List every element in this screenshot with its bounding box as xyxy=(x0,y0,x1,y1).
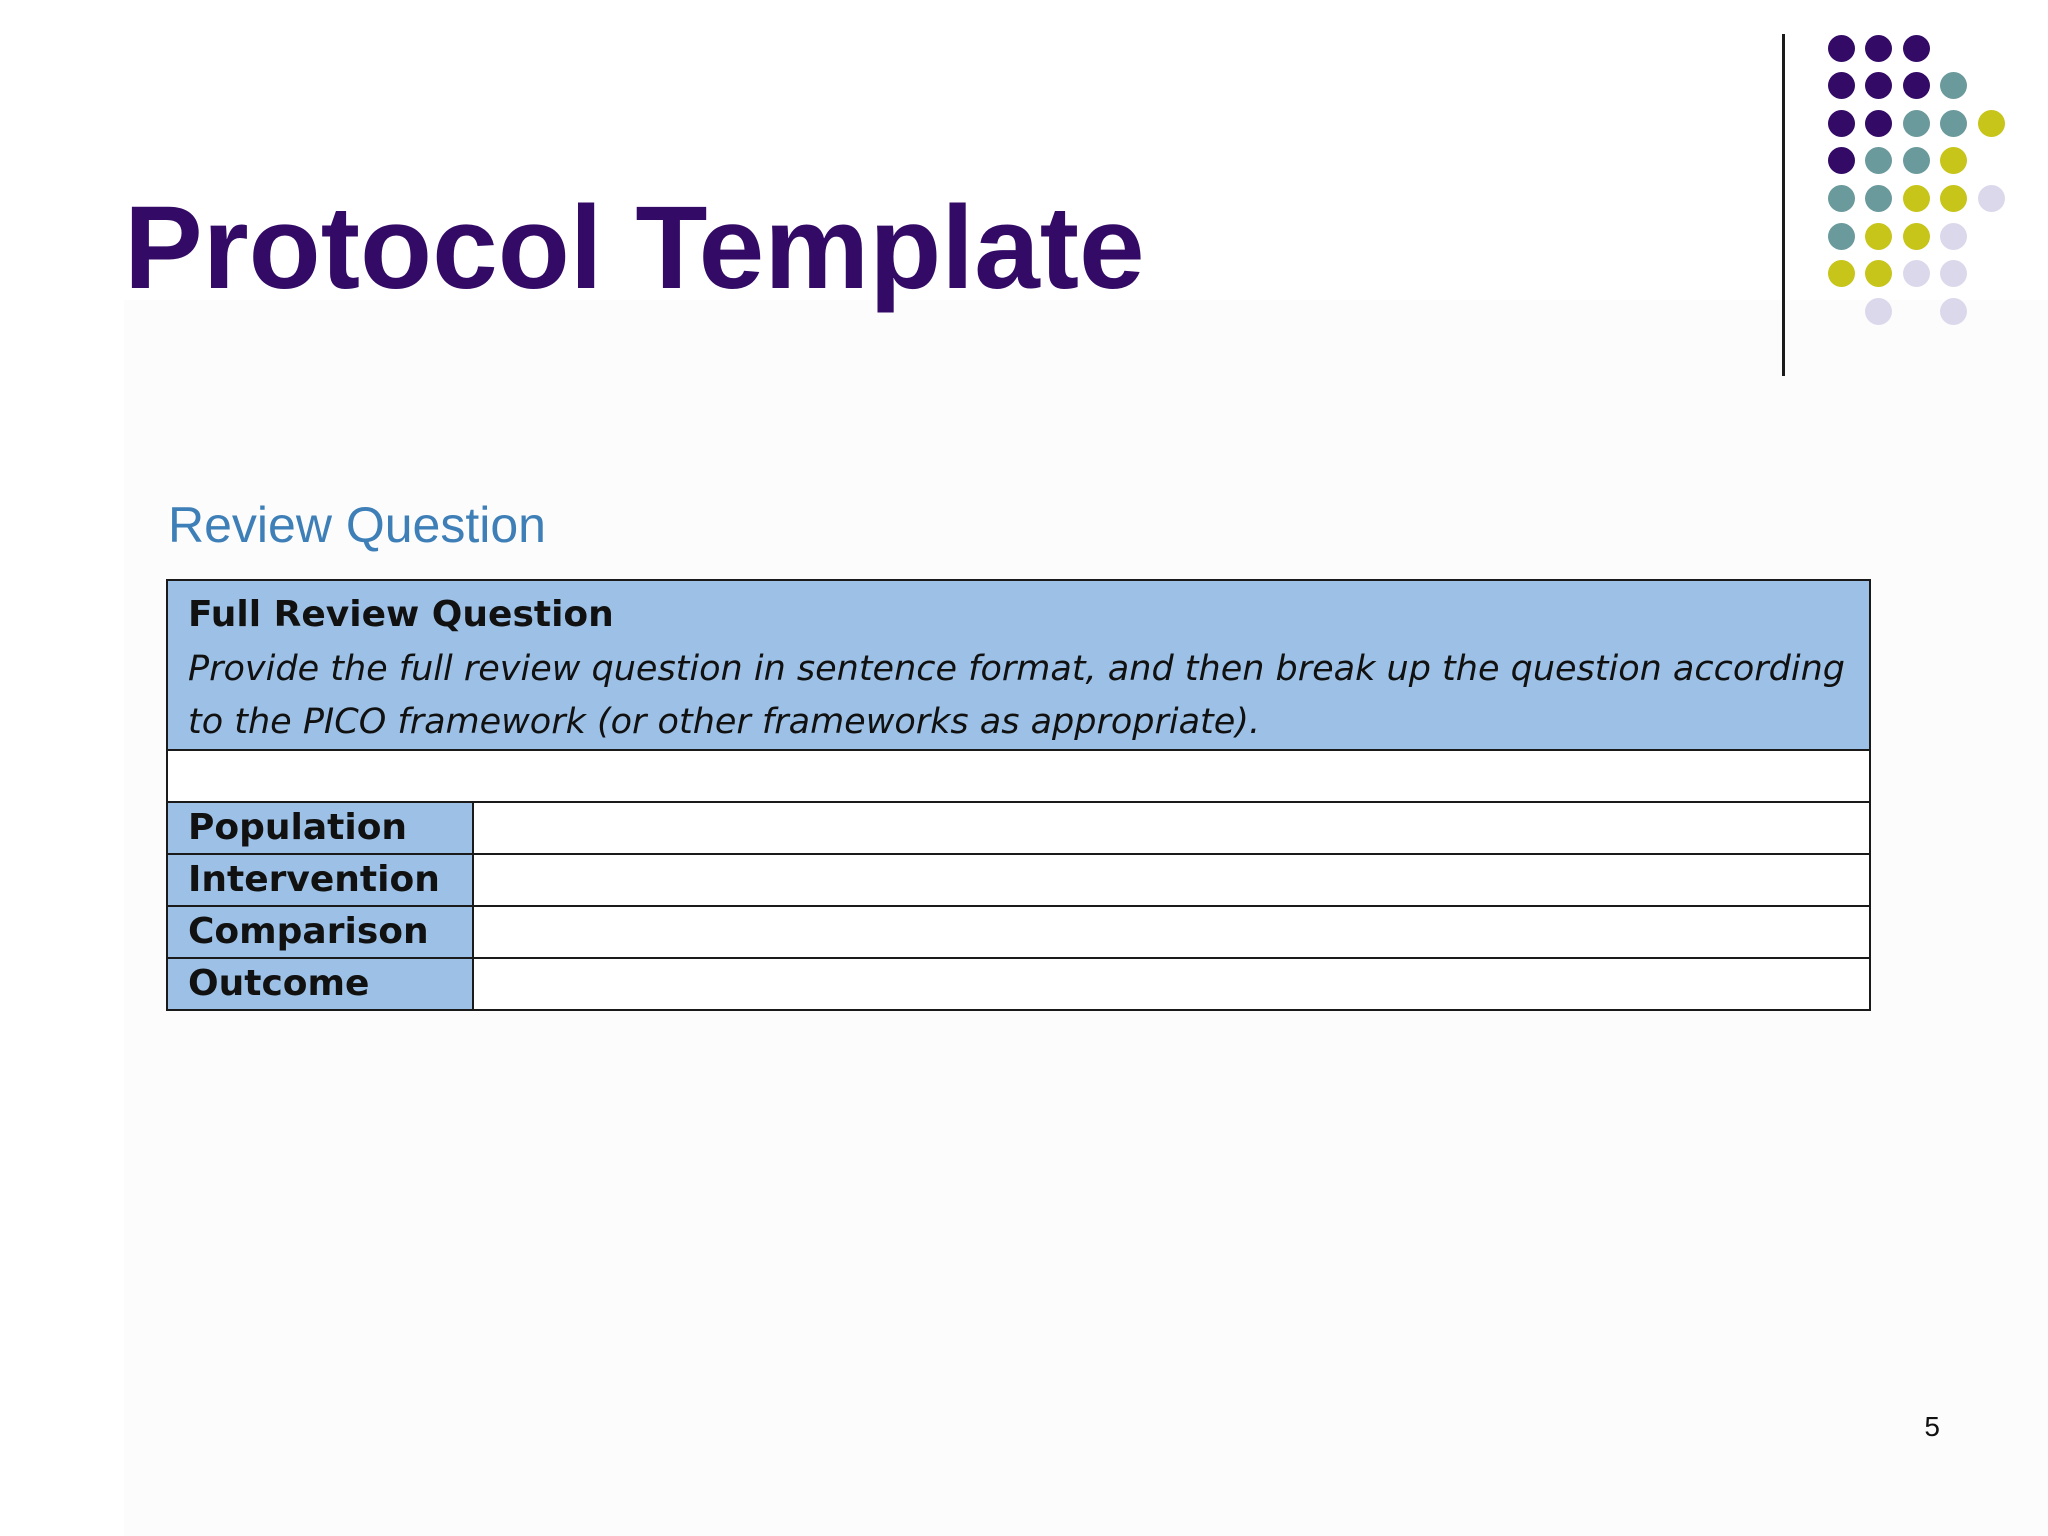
section-heading: Review Question xyxy=(168,497,546,553)
decorative-dot xyxy=(1940,147,1967,174)
row-value-population xyxy=(473,802,1870,854)
decorative-dot xyxy=(1865,185,1892,212)
decorative-dot xyxy=(1940,298,1967,325)
full-review-question-answer-cell xyxy=(167,750,1870,802)
decorative-dot xyxy=(1828,223,1855,250)
decorative-dot xyxy=(1865,298,1892,325)
decorative-dot xyxy=(1828,72,1855,99)
full-review-question-title: Full Review Question xyxy=(188,594,614,635)
decorative-dot xyxy=(1828,185,1855,212)
table-row-comparison xyxy=(167,906,1870,958)
decorative-dot xyxy=(1828,147,1855,174)
decorative-dot xyxy=(1940,72,1967,99)
row-label-comparison: Comparison xyxy=(167,906,473,958)
decorative-dot xyxy=(1903,185,1930,212)
decorative-dot xyxy=(1828,110,1855,137)
decorative-dot xyxy=(1865,35,1892,62)
row-value-intervention xyxy=(473,854,1870,906)
decorative-dot xyxy=(1940,260,1967,287)
decorative-dot xyxy=(1865,72,1892,99)
decorative-dot xyxy=(1978,110,2005,137)
table-row-outcome xyxy=(167,958,1870,1010)
decorative-dot xyxy=(1865,147,1892,174)
decorative-dot xyxy=(1865,110,1892,137)
decorative-dot xyxy=(1865,260,1892,287)
decorative-dot xyxy=(1978,185,2005,212)
decorative-dot xyxy=(1828,35,1855,62)
full-review-question-cell xyxy=(167,580,1870,750)
row-label-intervention: Intervention xyxy=(167,854,473,906)
review-question-table xyxy=(166,579,1871,1011)
decorative-dot xyxy=(1903,35,1930,62)
page-number: 5 xyxy=(1924,1411,1940,1442)
row-label-outcome: Outcome xyxy=(167,958,473,1010)
decorative-dot xyxy=(1903,223,1930,250)
row-value-outcome xyxy=(473,958,1870,1010)
decorative-dot xyxy=(1940,185,1967,212)
row-label-population: Population xyxy=(167,802,473,854)
slide-title: Protocol Template xyxy=(124,182,1145,314)
row-value-comparison xyxy=(473,906,1870,958)
table-blank-row xyxy=(167,750,1870,802)
table-row-population xyxy=(167,802,1870,854)
decorative-dot xyxy=(1903,72,1930,99)
full-review-question-instructions: Provide the full review question in sentence format, and then break up the question according to the PICO framework (or other frameworks as appropriate). xyxy=(188,649,1846,742)
table-row-intervention xyxy=(167,854,1870,906)
table-header-row xyxy=(167,580,1870,750)
decorative-dot xyxy=(1865,223,1892,250)
decorative-dot xyxy=(1903,260,1930,287)
title-divider-line xyxy=(1782,34,1785,376)
decorative-dot xyxy=(1903,147,1930,174)
decorative-dot xyxy=(1940,110,1967,137)
decorative-dot xyxy=(1903,110,1930,137)
decorative-dot xyxy=(1940,223,1967,250)
decorative-dot xyxy=(1828,260,1855,287)
